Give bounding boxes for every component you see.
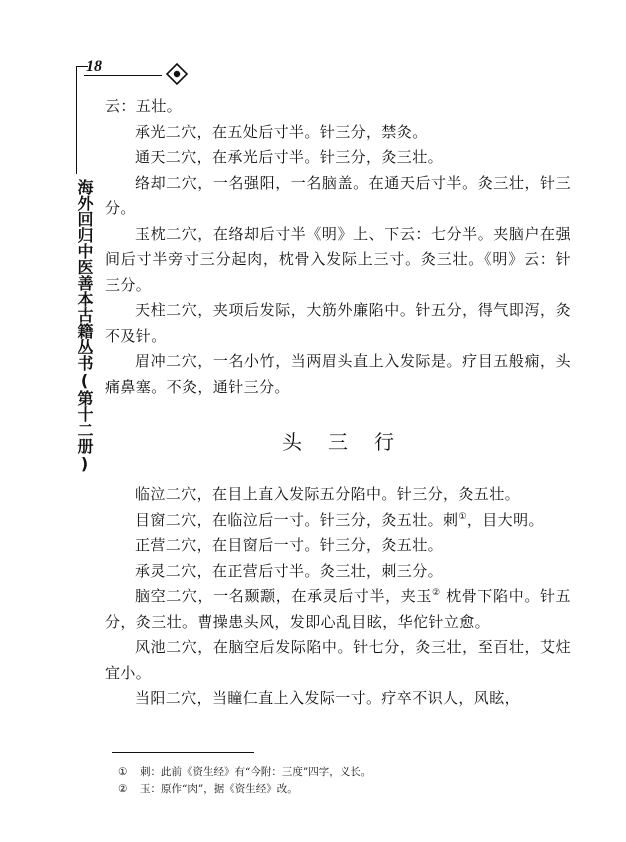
footnotes [118,764,538,798]
paragraph: 正营二穴，在目窗后一寸。针三分，灸五壮。 [135,536,444,554]
paragraph: 玉枕二穴，在络却后寸半《明》上、下云：七分半。夹脑户在强间后寸半旁寸三分起肉，枕骨入发际上三寸。灸三壮。《明》云：针三分。 [105,224,571,294]
paragraph: 当阳二穴，当瞳仁直上入发际一寸。疗卒不识人，风眩， [135,689,521,707]
paragraph: 云：五壮。 [105,97,183,115]
footnote [118,781,538,798]
paragraphs-before-heading [105,94,571,400]
paragraph-text: 目窗二穴，在临泣后一寸。针三分，灸五壮。刺 [135,510,459,529]
diamond-ornament-icon [166,63,188,85]
header-rule [84,75,162,76]
footnote-rule [112,752,254,753]
paragraph-text: ，目大明。 [466,510,544,529]
footnote [118,764,538,781]
series-title: 海外回归中医善本古籍丛书(第十二册) [75,179,94,473]
footnote-text: 玉：原作“肉”，据《资生经》改。 [140,783,298,795]
page-number: 18 [86,58,102,75]
footnote-mark: ① [118,766,128,778]
paragraph: 承灵二穴，在正营后寸半。灸三壮，刺三分。 [135,561,444,580]
paragraph: 眉冲二穴，一名小竹，当两眉头直上入发际是。疗目五般痫，头痛鼻塞。不灸，通针三分。 [105,352,571,396]
paragraph: 通天二穴，在承光后寸半。针三分，灸三壮。 [135,148,444,166]
paragraphs-after-heading [105,482,571,712]
footnote-ref[interactable]: ① [458,511,467,522]
spine-rule-top [76,66,88,67]
paragraph [105,584,571,635]
paragraph: 风池二穴，在脑空后发际陷中。针七分，灸三壮，至百壮，艾炷宜小。 [105,638,571,682]
paragraph [105,508,571,534]
footnote-mark: ② [118,783,128,795]
paragraph: 临泣二穴，在目上直入发际五分陷中。针三分，灸五壮。 [135,485,521,503]
main-text [105,94,571,712]
paragraph: 络却二穴，一名强阳，一名脑盖。在通天后寸半。灸三壮，针三分。 [105,173,571,217]
paragraph-text: 枕骨下陷中。针五分，灸三壮。曹操患头风，发即心乱目眩，华佗针立愈。 [105,587,571,631]
spine-rule [76,66,77,174]
footnote-text: 刺：此前《资生经》有“今附：三度”四字，义长。 [140,766,372,778]
section-heading: 头三行 [282,430,420,454]
paragraph-text: 脑空二穴，一名颞颥，在承灵后寸半，夹玉 [135,587,433,605]
paragraph: 天柱二穴，夹项后发际，大筋外廉陷中。针五分，得气即泻，灸不及针。 [105,301,571,345]
paragraph: 承光二穴，在五处后寸半。针三分，禁灸。 [135,122,428,141]
footnote-ref[interactable]: ② [432,588,441,598]
